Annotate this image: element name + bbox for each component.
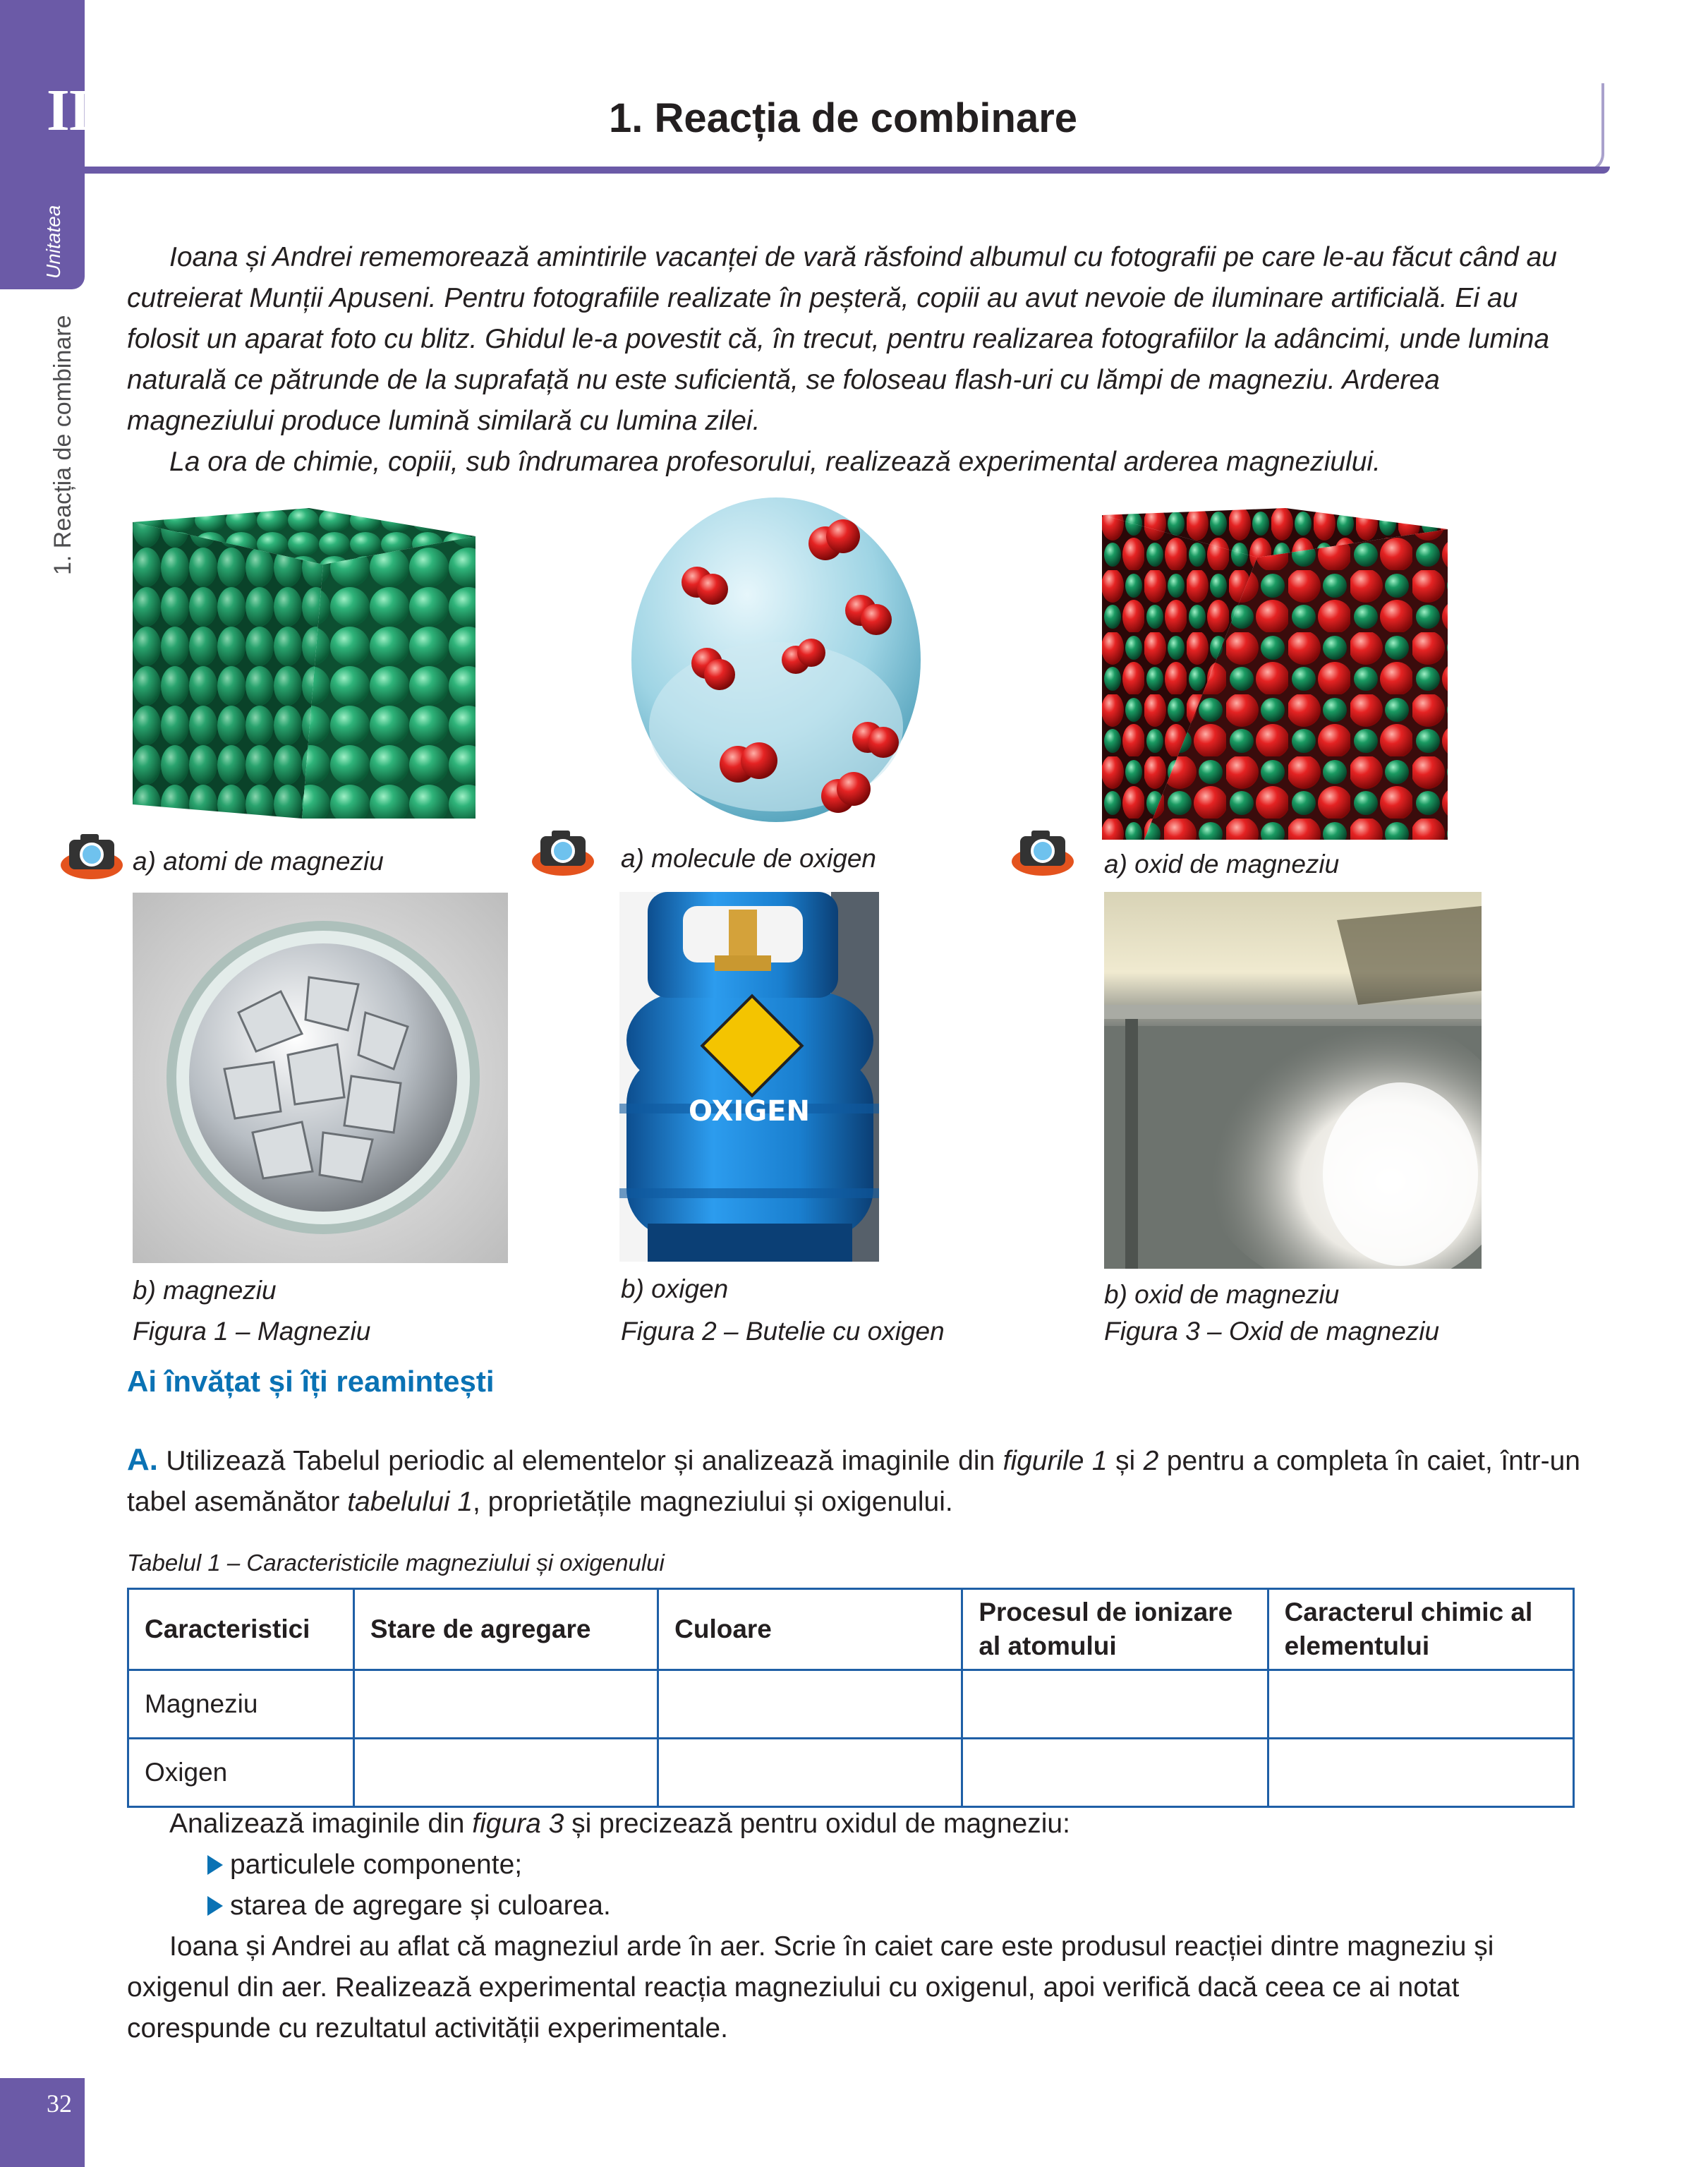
- table-cell: Magneziu: [128, 1670, 354, 1739]
- table-caption: Tabelul 1 – Caracteristicile magneziului și oxigenului: [127, 1550, 665, 1576]
- text-emphasis: tabelului 1: [347, 1487, 473, 1517]
- figure-caption: a) oxid de magneziu: [1104, 850, 1340, 879]
- section-heading: Ai învățat și îți reamintești: [127, 1365, 495, 1398]
- title-underline: [85, 167, 1610, 174]
- table-header-cell: Culoare: [658, 1589, 962, 1670]
- text-run: și: [1107, 1446, 1144, 1476]
- text-emphasis: figura 3: [472, 1809, 564, 1839]
- oxygen-molecules-image: [621, 494, 931, 826]
- page-number: 32: [47, 2089, 72, 2118]
- table-cell: [1268, 1670, 1573, 1739]
- camera-icon: [1010, 822, 1075, 877]
- text-emphasis: figurile 1: [1003, 1446, 1108, 1476]
- figure-caption: b) oxigen: [621, 1274, 729, 1303]
- task-a-paragraph: [127, 1439, 1580, 1523]
- magnesium-atoms-image: [133, 508, 476, 819]
- figure-title: Figura 3 – Oxid de magneziu: [1104, 1317, 1440, 1346]
- figure-caption: a) molecule de oxigen: [621, 844, 876, 873]
- figure-caption: a) atomi de magneziu: [133, 847, 384, 876]
- text-emphasis: 2: [1143, 1446, 1159, 1476]
- table-header-cell: Caracteristici: [128, 1589, 354, 1670]
- table-cell: [658, 1670, 962, 1739]
- bullet-text: starea de agregare și culoarea.: [230, 1890, 611, 1921]
- task-letter: A.: [127, 1442, 158, 1477]
- cylinder-label: OXIGEN: [689, 1095, 810, 1128]
- text-run: Utilizează Tabelul periodic al elementelor și analizează imaginile din: [158, 1446, 1003, 1476]
- section-label: 1. Reacția de combinare: [49, 315, 76, 575]
- text-run: Analizează imaginile din: [169, 1809, 473, 1839]
- intro-paragraph: La ora de chimie, copiii, sub îndrumarea profesorului, realizează experimental arderea magneziului.: [169, 447, 1381, 477]
- magnesium-oxide-lattice-image: [1102, 508, 1448, 840]
- page-number-tab: [0, 2078, 85, 2167]
- table-header-cell: Caracterul chimic al elementului: [1268, 1589, 1573, 1670]
- table-cell: [353, 1739, 658, 1807]
- table-cell: [1268, 1739, 1573, 1807]
- properties-table: [127, 1588, 1575, 1808]
- camera-icon: [531, 822, 595, 877]
- analysis-paragraph: [169, 1804, 1070, 1845]
- page-title: 1. Reacția de combinare: [608, 95, 1078, 141]
- bullet-text: particulele componente;: [230, 1849, 523, 1880]
- table-cell: [353, 1670, 658, 1739]
- table-header-cell: Stare de agregare: [353, 1589, 658, 1670]
- oxygen-cylinder-photo: [619, 892, 879, 1262]
- triangle-bullet-icon: [207, 1896, 223, 1916]
- unit-numeral: III: [47, 78, 112, 143]
- bullet-item: [207, 1885, 611, 1926]
- magnesium-photo: [133, 893, 508, 1263]
- intro-paragraph: Ioana și Andrei rememorează amintirile vacanței de vară răsfoind albumul cu fotografii pe care le-au făcut când au cutreierat Munții Apuseni. Pentru fotografiile realizate în peșteră, copiii au avut nevoie de iluminare artificială. Ei au folosit un aparat foto cu blitz. Ghidul le-a povestit că, în trecut, pentru realizarea fotografiilor la adâncimi, unde lumina naturală ce pătrunde de la suprafață nu este suficientă, se foloseau flash-uri cu lămpi de magneziu. Arderea magneziului produce lumină similară cu lumina zilei.: [127, 242, 1557, 436]
- text-run: , proprietățile magneziului și oxigenului.: [473, 1487, 953, 1517]
- table-row: [128, 1739, 1574, 1807]
- table-cell: [962, 1739, 1268, 1807]
- table-header-cell: Procesul de ionizare al atomului: [962, 1589, 1268, 1670]
- triangle-bullet-icon: [207, 1855, 223, 1875]
- figure-title: Figura 2 – Butelie cu oxigen: [621, 1317, 945, 1346]
- unit-label: Unitatea: [42, 205, 64, 279]
- figure-caption: b) oxid de magneziu: [1104, 1280, 1340, 1309]
- table-cell: [658, 1739, 962, 1807]
- magnesium-oxide-photo: [1104, 892, 1482, 1269]
- table-header-row: [128, 1589, 1574, 1670]
- camera-icon: [59, 826, 124, 881]
- table-row: [128, 1670, 1574, 1739]
- text-run: și precizează pentru oxidul de magneziu:: [564, 1809, 1070, 1839]
- text-run: pentru a completa în caiet, într-un tabel asemănător: [127, 1446, 1580, 1517]
- figure-caption: b) magneziu: [133, 1276, 277, 1305]
- table-cell: [962, 1670, 1268, 1739]
- figure-title: Figura 1 – Magneziu: [133, 1317, 371, 1346]
- bullet-item: [207, 1845, 522, 1885]
- closing-paragraph: Ioana și Andrei au aflat că magneziul arde în aer. Scrie în caiet care este produsul reacției dintre magneziu și oxigenul din aer. Realizează experimental reacția magneziului cu oxigenul, apoi verifică dacă ceea ce ai notat corespunde cu rezultatul activității experimentale.: [127, 1931, 1494, 2044]
- table-cell: Oxigen: [128, 1739, 354, 1807]
